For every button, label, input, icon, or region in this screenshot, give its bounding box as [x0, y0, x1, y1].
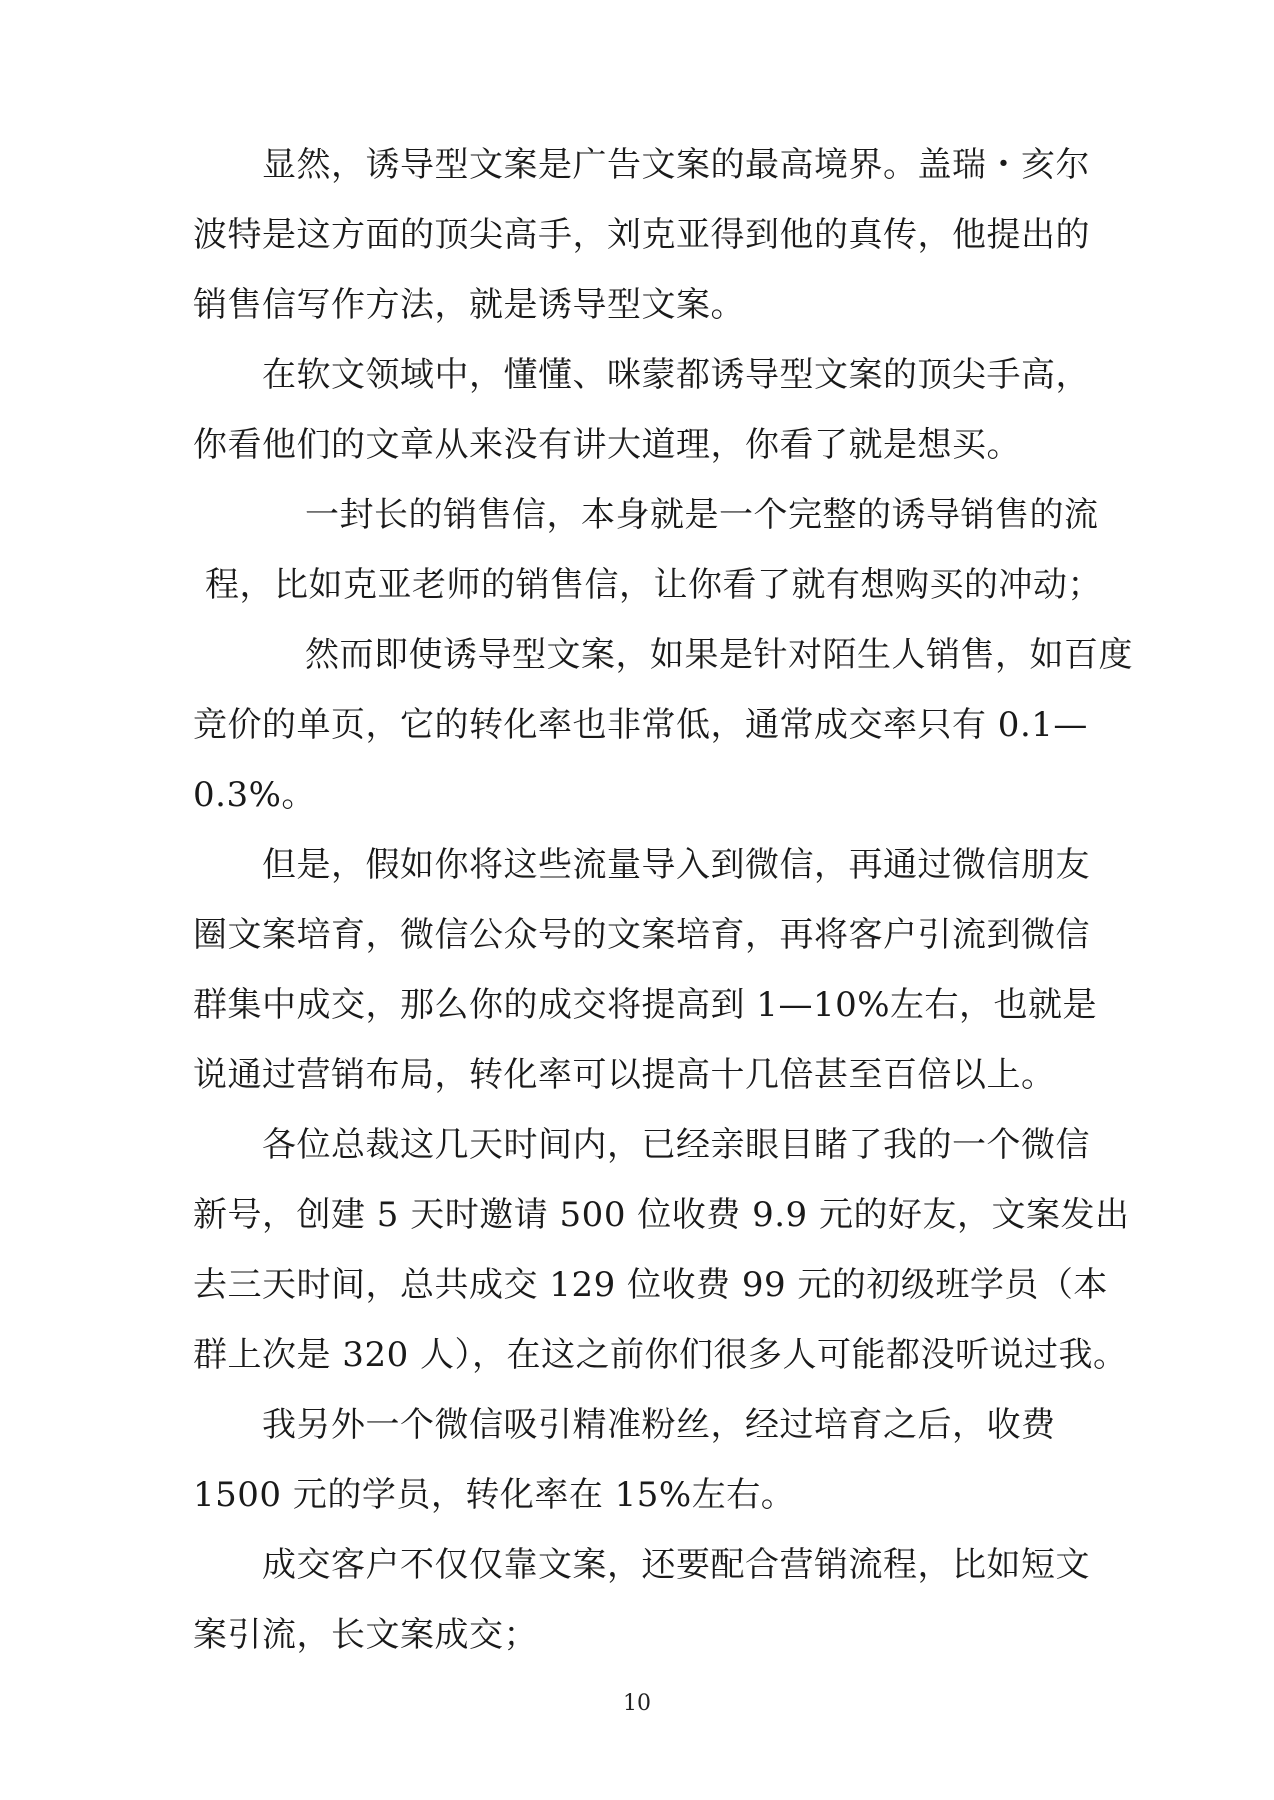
- text-line: 销售信写作方法，就是诱导型文案。: [193, 285, 745, 325]
- text-line: 群集中成交，那么你的成交将提高到 1—10%左右，也就是: [193, 985, 1098, 1025]
- text-line: 你看他们的文章从来没有讲大道理，你看了就是想买。: [193, 425, 1021, 465]
- text-line: 然而即使诱导型文案，如果是针对陌生人销售，如百度: [305, 635, 1133, 675]
- text-line: 但是，假如你将这些流量导入到微信，再通过微信朋友: [262, 845, 1090, 885]
- text-line: 显然，诱导型文案是广告文案的最高境界。盖瑞・亥尔: [262, 145, 1090, 185]
- text-line: 去三天时间，总共成交 129 位收费 99 元的初级班学员（本: [193, 1265, 1108, 1305]
- text-line: 我另外一个微信吸引精准粉丝，经过培育之后，收费: [262, 1405, 1056, 1445]
- text-line: 竞价的单页，它的转化率也非常低，通常成交率只有 0.1—: [193, 705, 1088, 745]
- text-line: 成交客户不仅仅靠文案，还要配合营销流程，比如短文: [262, 1545, 1090, 1585]
- text-line: 0.3%。: [193, 775, 316, 815]
- page-number: 10: [623, 1691, 651, 1716]
- text-line: 程，比如克亚老师的销售信，让你看了就有想购买的冲动；: [205, 565, 1102, 605]
- text-line: 1500 元的学员，转化率在 15%左右。: [193, 1475, 796, 1515]
- text-line: 群上次是 320 人），在这之前你们很多人可能都没听说过我。: [193, 1335, 1128, 1375]
- text-line: 新号，创建 5 天时邀请 500 位收费 9.9 元的好友，文案发出: [193, 1195, 1130, 1235]
- text-line: 在软文领域中，懂懂、咪蒙都诱导型文案的顶尖手高，: [262, 355, 1090, 395]
- text-line: 说通过营销布局，转化率可以提高十几倍甚至百倍以上。: [193, 1055, 1056, 1095]
- text-line: 各位总裁这几天时间内，已经亲眼目睹了我的一个微信: [262, 1125, 1090, 1165]
- text-line: 波特是这方面的顶尖高手，刘克亚得到他的真传，他提出的: [193, 215, 1090, 255]
- text-line: 圈文案培育，微信公众号的文案培育，再将客户引流到微信: [193, 915, 1090, 955]
- text-line: 案引流，长文案成交；: [193, 1615, 538, 1655]
- text-line: 一封长的销售信，本身就是一个完整的诱导销售的流: [305, 495, 1099, 535]
